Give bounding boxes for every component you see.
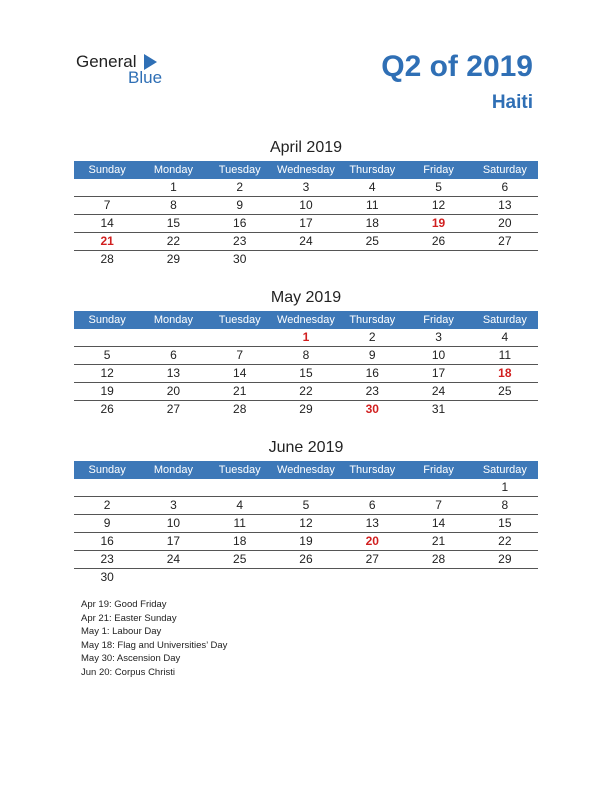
day-cell: 4	[501, 330, 509, 344]
day-cell: 14	[100, 216, 114, 230]
day-cell: 9	[368, 348, 376, 362]
weekday-label: Wednesday	[277, 314, 335, 326]
day-cell: 8	[501, 498, 509, 512]
day-cell	[74, 329, 140, 346]
day-cell	[472, 401, 538, 418]
month-calendar-april	[74, 137, 538, 268]
weekday-label: Thursday	[349, 164, 396, 176]
day-cell: 1	[170, 180, 177, 194]
day-cell: 2	[103, 498, 111, 512]
day-cell: 15	[166, 216, 181, 230]
weekday-label: Monday	[153, 464, 193, 476]
day-cell	[140, 329, 206, 346]
day-cell: 29	[498, 552, 512, 566]
day-cell: 10	[299, 198, 313, 212]
day-cell: 6	[170, 348, 177, 362]
logo-blue-text: Blue	[128, 68, 163, 87]
calendar-grid	[74, 329, 538, 418]
day-cell: 26	[431, 234, 446, 248]
weekday-label: Thursday	[349, 314, 396, 326]
day-cell	[140, 479, 206, 496]
day-cell: 20	[166, 384, 181, 398]
day-cell: 27	[166, 402, 181, 416]
day-cell: 12	[100, 366, 114, 380]
week-row	[74, 365, 538, 383]
day-cell: 19	[431, 216, 446, 230]
day-cell: 28	[233, 402, 247, 416]
day-cell: 18	[365, 216, 379, 230]
day-cell	[339, 251, 405, 268]
day-cell: 26	[100, 402, 114, 416]
day-cell: 18	[233, 534, 247, 548]
day-cell: 16	[233, 216, 247, 230]
day-cell	[472, 569, 538, 586]
week-row	[74, 233, 538, 251]
day-cell: 28	[100, 252, 114, 266]
day-cell	[207, 569, 273, 586]
day-cell	[74, 179, 140, 196]
day-cell: 11	[498, 348, 512, 362]
weekday-label: Tuesday	[218, 464, 261, 476]
holiday-note: May 1: Labour Day	[81, 626, 162, 637]
weekday-label: Saturday	[482, 464, 527, 476]
holiday-note: May 30: Ascension Day	[81, 653, 181, 664]
day-cell	[339, 479, 405, 496]
day-cell: 21	[233, 384, 247, 398]
day-cell: 4	[236, 498, 244, 512]
day-cell: 29	[299, 402, 313, 416]
day-cell: 2	[368, 330, 376, 344]
day-cell: 20	[498, 216, 512, 230]
day-cell: 20	[365, 534, 379, 548]
weekday-label: Monday	[153, 314, 193, 326]
day-cell: 23	[233, 234, 247, 248]
page-title: Q2 of 2019	[381, 50, 533, 83]
weekday-label: Saturday	[482, 314, 527, 326]
day-cell: 13	[365, 516, 379, 530]
weekday-label: Sunday	[88, 314, 126, 326]
logo-general-text: General	[76, 52, 137, 71]
day-cell	[207, 479, 273, 496]
day-cell: 25	[233, 552, 247, 566]
day-cell: 30	[100, 570, 114, 584]
day-cell: 5	[302, 498, 310, 512]
weekday-header	[74, 461, 538, 479]
day-cell: 25	[365, 234, 379, 248]
weekday-header	[74, 161, 538, 179]
weekday-label: Saturday	[482, 164, 527, 176]
holiday-notes	[81, 598, 227, 679]
day-cell: 1	[302, 330, 310, 344]
day-cell	[273, 479, 339, 496]
day-cell: 14	[431, 516, 446, 530]
day-cell	[140, 569, 206, 586]
weekday-label: Monday	[153, 164, 193, 176]
day-cell: 6	[501, 180, 509, 194]
month-title: April 2019	[269, 139, 343, 156]
month-title: May 2019	[270, 289, 342, 306]
day-cell: 31	[431, 402, 446, 416]
day-cell: 30	[233, 252, 247, 266]
week-row	[74, 515, 538, 533]
weekday-label: Friday	[423, 464, 454, 476]
holiday-note: May 18: Flag and Universities’ Day	[81, 639, 228, 651]
day-cell: 12	[299, 516, 313, 530]
weekday-label: Sunday	[88, 164, 126, 176]
day-cell: 7	[435, 498, 442, 512]
day-cell: 21	[431, 534, 446, 548]
week-row	[74, 197, 538, 215]
day-cell: 13	[166, 366, 181, 380]
day-cell: 24	[431, 384, 446, 398]
generalblue-logo	[76, 52, 176, 88]
day-cell: 15	[498, 516, 512, 530]
holiday-note: Jun 20: Corpus Christi	[81, 666, 175, 678]
day-cell: 28	[431, 552, 446, 566]
day-cell: 10	[431, 348, 446, 362]
day-cell: 17	[166, 534, 181, 548]
calendar-grid	[74, 479, 538, 586]
weekday-label: Friday	[423, 164, 454, 176]
weekday-header	[74, 311, 538, 329]
weekday-label: Tuesday	[218, 314, 261, 326]
holiday-note: Apr 21: Easter Sunday	[81, 612, 177, 624]
day-cell: 27	[498, 234, 512, 248]
day-cell	[339, 569, 405, 586]
day-cell: 14	[233, 366, 247, 380]
day-cell: 12	[431, 198, 446, 212]
day-cell: 24	[166, 552, 181, 566]
day-cell: 15	[299, 366, 313, 380]
month-title: June 2019	[268, 439, 344, 456]
week-row	[74, 497, 538, 515]
day-cell: 24	[299, 234, 313, 248]
week-row	[74, 329, 538, 347]
day-cell	[405, 251, 471, 268]
holiday-note: Apr 19: Good Friday	[81, 599, 167, 610]
day-cell	[74, 479, 140, 496]
week-row	[74, 179, 538, 197]
day-cell: 26	[299, 552, 313, 566]
day-cell: 25	[498, 384, 512, 398]
calendar-grid	[74, 179, 538, 268]
day-cell: 11	[366, 198, 379, 212]
day-cell: 1	[501, 480, 509, 494]
day-cell	[405, 479, 471, 496]
day-cell	[405, 569, 471, 586]
day-cell: 22	[498, 534, 512, 548]
day-cell: 8	[302, 348, 310, 362]
day-cell: 8	[170, 198, 177, 212]
month-calendar-june	[74, 437, 538, 586]
day-cell	[273, 569, 339, 586]
day-cell: 17	[431, 366, 446, 380]
day-cell: 7	[236, 348, 244, 362]
day-cell: 11	[233, 516, 246, 530]
day-cell: 3	[435, 330, 442, 344]
day-cell: 10	[166, 516, 181, 530]
week-row	[74, 569, 538, 586]
day-cell: 6	[368, 498, 376, 512]
weekday-label: Sunday	[88, 464, 126, 476]
day-cell: 2	[236, 180, 244, 194]
day-cell: 9	[236, 198, 244, 212]
weekday-label: Friday	[423, 314, 454, 326]
day-cell	[273, 251, 339, 268]
day-cell: 7	[103, 198, 111, 212]
day-cell: 23	[365, 384, 379, 398]
weekday-label: Tuesday	[218, 164, 261, 176]
weekday-label: Wednesday	[277, 464, 335, 476]
weekday-label: Wednesday	[277, 164, 335, 176]
day-cell: 5	[435, 180, 442, 194]
day-cell	[472, 251, 538, 268]
day-cell: 18	[498, 366, 512, 380]
day-cell: 22	[166, 234, 181, 248]
day-cell: 9	[103, 516, 111, 530]
week-row	[74, 401, 538, 418]
week-row	[74, 533, 538, 551]
day-cell: 16	[365, 366, 379, 380]
day-cell: 4	[368, 180, 376, 194]
week-row	[74, 479, 538, 497]
day-cell	[207, 329, 273, 346]
week-row	[74, 347, 538, 365]
day-cell: 5	[103, 348, 111, 362]
weekday-label: Thursday	[349, 464, 396, 476]
day-cell: 13	[498, 198, 512, 212]
day-cell: 30	[365, 402, 379, 416]
day-cell: 19	[100, 384, 114, 398]
day-cell: 3	[302, 180, 310, 194]
country-name: Haiti	[491, 92, 533, 113]
day-cell: 19	[299, 534, 313, 548]
day-cell: 29	[166, 252, 181, 266]
day-cell: 21	[100, 234, 114, 248]
day-cell: 3	[170, 498, 177, 512]
week-row	[74, 215, 538, 233]
week-row	[74, 551, 538, 569]
day-cell: 23	[100, 552, 114, 566]
week-row	[74, 383, 538, 401]
day-cell: 17	[299, 216, 313, 230]
day-cell: 22	[299, 384, 313, 398]
month-calendar-may	[74, 287, 538, 418]
week-row	[74, 251, 538, 268]
day-cell: 27	[365, 552, 379, 566]
day-cell: 16	[100, 534, 114, 548]
